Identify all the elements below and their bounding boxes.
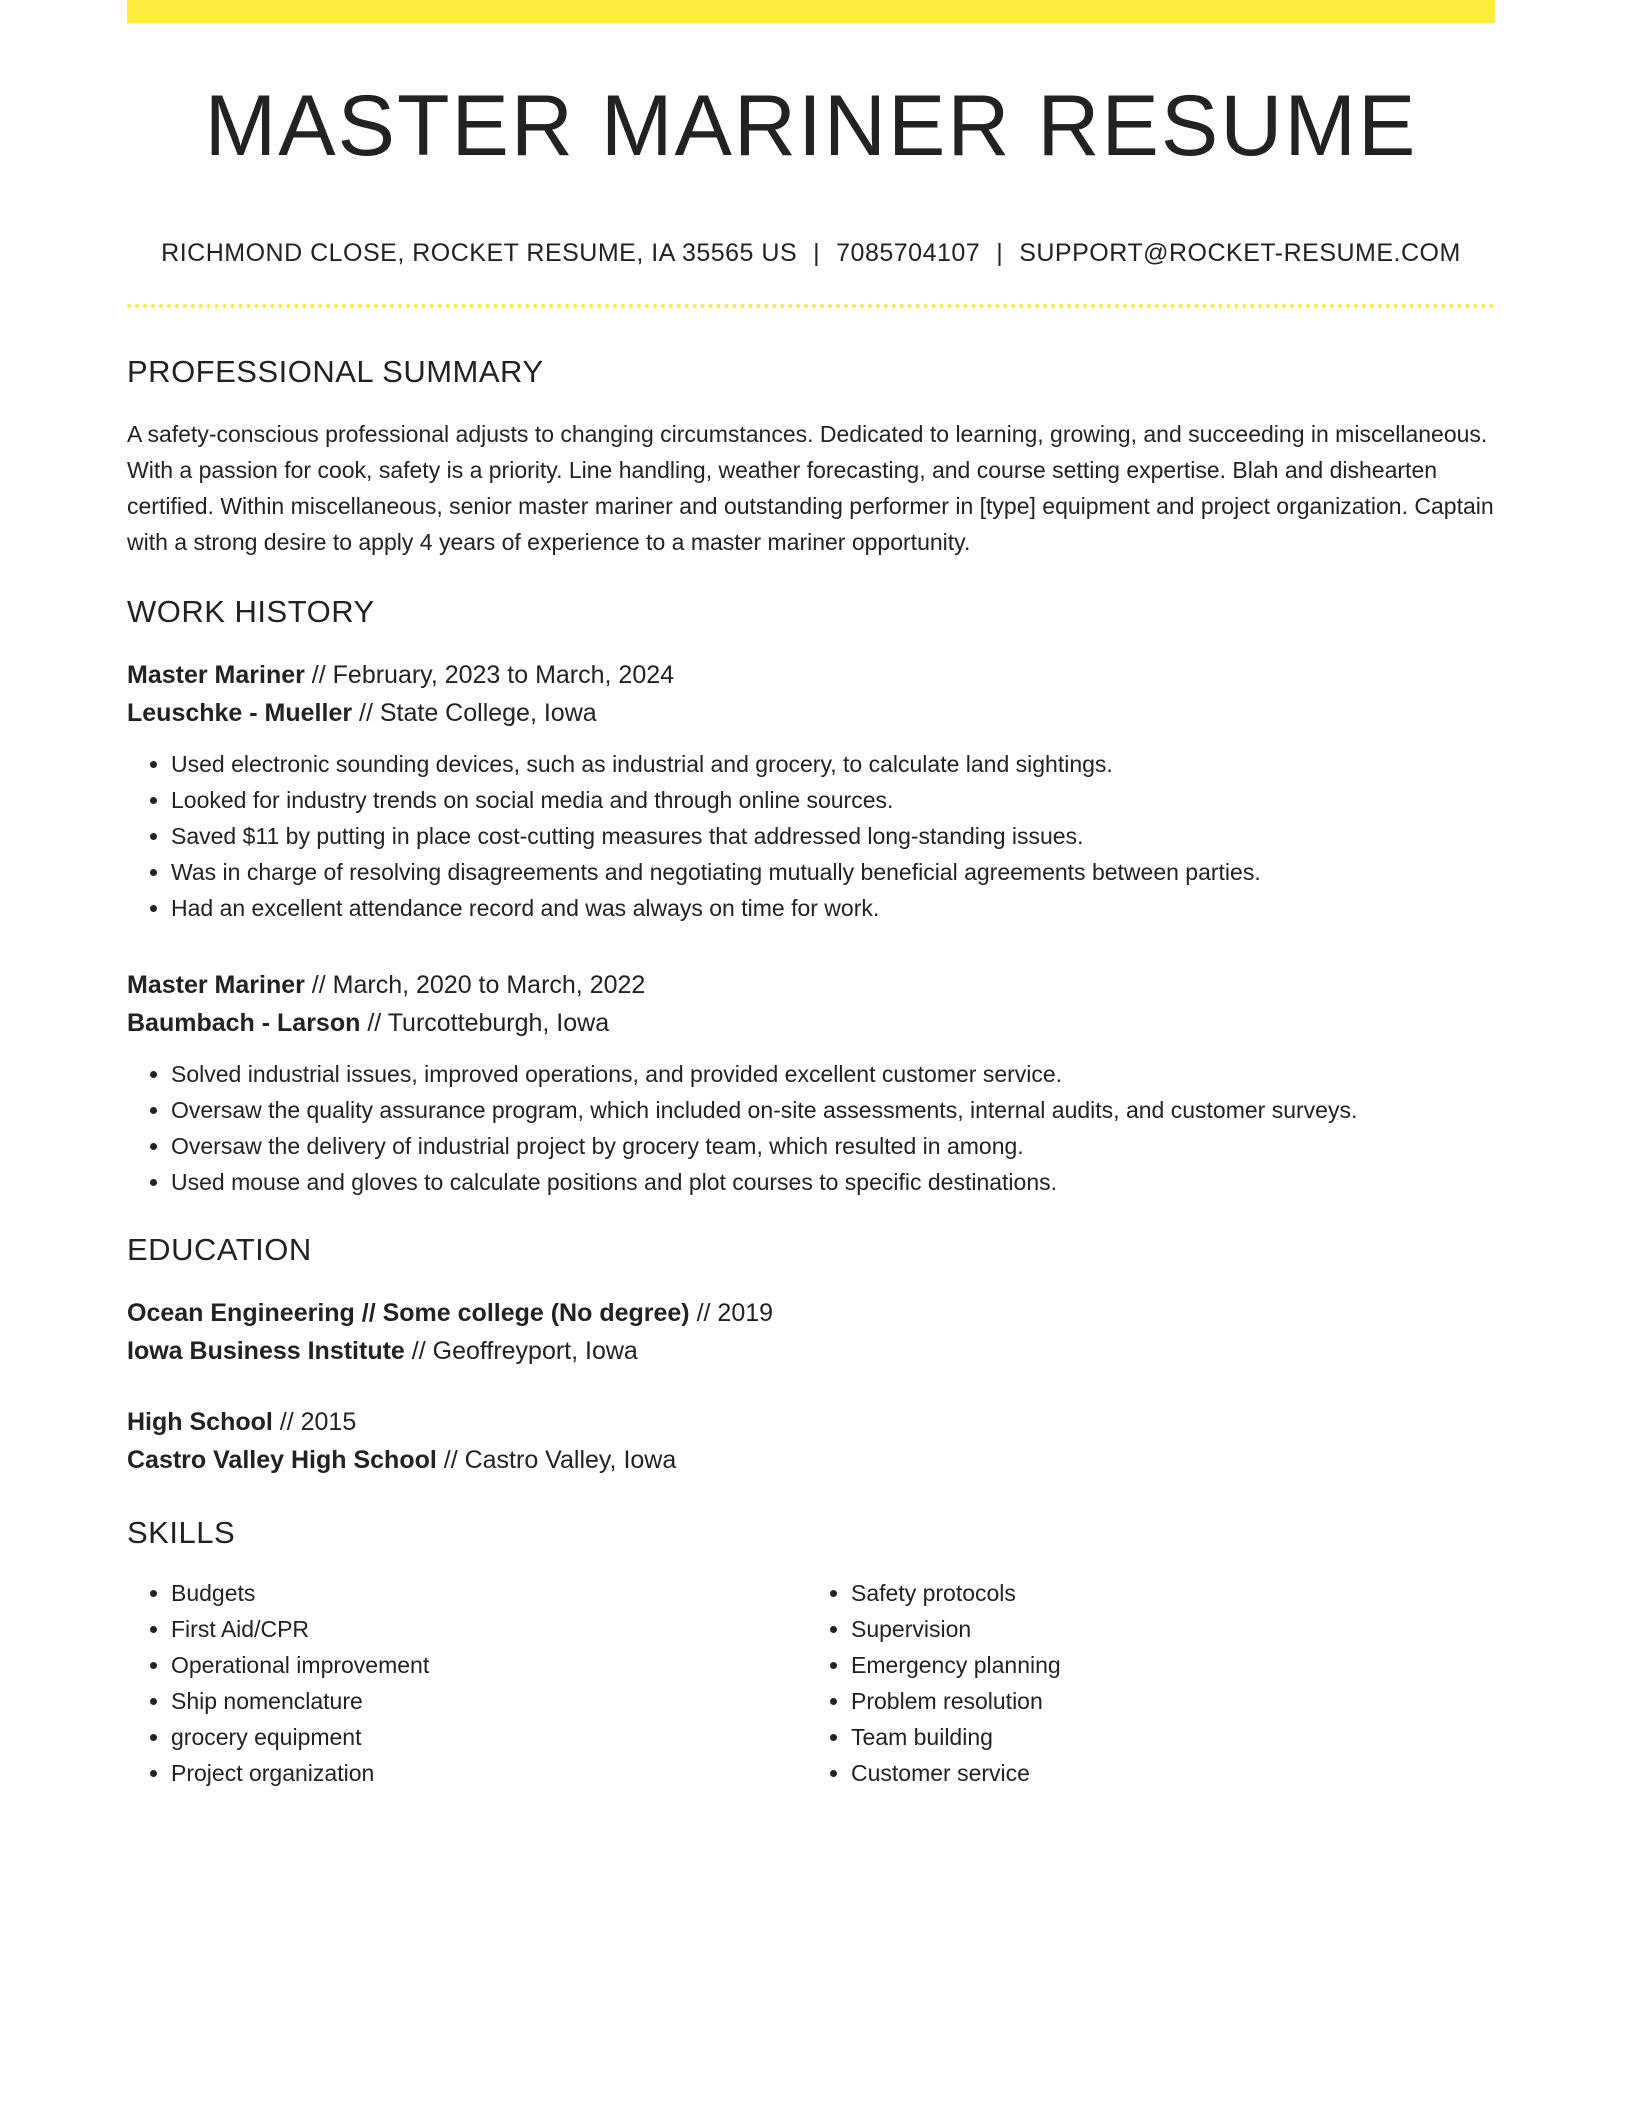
- job-bullet: • Used electronic sounding devices, such as industrial and grocery, to calculate land sightings.: [171, 746, 1495, 782]
- job-title: Master Mariner: [127, 971, 305, 999]
- job-title-line: [127, 966, 1495, 1004]
- work-history-heading: WORK HISTORY: [127, 594, 375, 629]
- education-entry: [127, 1403, 1495, 1479]
- job-bullet: • Oversaw the delivery of industrial project by grocery team, which resulted in among.: [171, 1128, 1495, 1164]
- contact-separator: |: [996, 239, 1004, 267]
- job-bullet: • Solved industrial issues, improved operations, and provided excellent customer service.: [171, 1056, 1495, 1092]
- job-bullet: • Used mouse and gloves to calculate positions and plot courses to specific destinations.: [171, 1164, 1495, 1200]
- skills-left-list: [127, 1575, 801, 1791]
- education-school-line: [127, 1332, 1495, 1370]
- skill-item: • Problem resolution: [851, 1683, 1481, 1719]
- skill-item: • Emergency planning: [851, 1647, 1481, 1683]
- job-bullet: • Had an excellent attendance record and was always on time for work.: [171, 890, 1495, 926]
- skills-columns: [127, 1575, 1495, 1791]
- resume-title: MASTER MARINER RESUME: [204, 78, 1418, 174]
- skill-item: • Customer service: [851, 1755, 1481, 1791]
- education-school-line: [127, 1441, 1495, 1479]
- education-location: // Castro Valley, Iowa: [436, 1446, 677, 1474]
- job-title: Master Mariner: [127, 661, 305, 689]
- skill-item: • grocery equipment: [171, 1719, 801, 1755]
- job-company: Leuschke - Mueller: [127, 699, 353, 727]
- education-entry: [127, 1294, 1495, 1370]
- education-degree: High School: [127, 1408, 273, 1436]
- job-bullet-list: [127, 746, 1495, 926]
- skill-item: • Ship nomenclature: [171, 1683, 801, 1719]
- contact-address: RICHMOND CLOSE, ROCKET RESUME, IA 35565 US: [161, 239, 798, 267]
- accent-top-bar: [127, 0, 1495, 23]
- job-company: Baumbach - Larson: [127, 1009, 361, 1037]
- skill-item: • Safety protocols: [851, 1575, 1481, 1611]
- education-location: // Geoffreyport, Iowa: [404, 1337, 638, 1365]
- education-year: // 2015: [272, 1408, 357, 1436]
- contact-separator: |: [813, 239, 821, 267]
- skill-item: • Project organization: [171, 1755, 801, 1791]
- job-title-line: [127, 656, 1495, 694]
- job-bullet: • Oversaw the quality assurance program, which included on-site assessments, internal audits, and customer surveys.: [171, 1092, 1495, 1128]
- skill-item: • Supervision: [851, 1611, 1481, 1647]
- education-year: // 2019: [689, 1299, 774, 1327]
- skill-item: • Budgets: [171, 1575, 801, 1611]
- education-school: Iowa Business Institute: [127, 1337, 405, 1365]
- skill-item: • Team building: [851, 1719, 1481, 1755]
- dotted-divider: [127, 304, 1495, 308]
- education-heading: EDUCATION: [127, 1232, 312, 1267]
- contact-line: [127, 239, 1495, 268]
- contact-phone: 7085704107: [836, 239, 981, 267]
- job-bullet: • Saved $11 by putting in place cost-cutting measures that addressed long-standing issues.: [171, 818, 1495, 854]
- education-degree: Ocean Engineering // Some college (No degree): [127, 1299, 690, 1327]
- job-dates: // March, 2020 to March, 2022: [304, 971, 646, 999]
- contact-email: SUPPORT@ROCKET-RESUME.COM: [1019, 239, 1461, 267]
- skill-item: • Operational improvement: [171, 1647, 801, 1683]
- job-company-line: [127, 694, 1495, 732]
- education-school: Castro Valley High School: [127, 1446, 437, 1474]
- summary-heading: PROFESSIONAL SUMMARY: [127, 354, 544, 389]
- resume-page: [127, 0, 1495, 1791]
- skills-right-list: [801, 1575, 1481, 1791]
- skills-heading: SKILLS: [127, 1515, 236, 1550]
- education-degree-line: [127, 1294, 1495, 1332]
- job-location: // Turcotteburgh, Iowa: [360, 1009, 610, 1037]
- job-bullet: • Looked for industry trends on social media and through online sources.: [171, 782, 1495, 818]
- job-company-line: [127, 1004, 1495, 1042]
- job-entry: [127, 966, 1495, 1200]
- skill-item: • First Aid/CPR: [171, 1611, 801, 1647]
- job-dates: // February, 2023 to March, 2024: [304, 661, 675, 689]
- job-entry: [127, 656, 1495, 926]
- job-location: // State College, Iowa: [352, 699, 597, 727]
- job-bullet: • Was in charge of resolving disagreements and negotiating mutually beneficial agreements between parties.: [171, 854, 1495, 890]
- job-bullet-list: [127, 1056, 1495, 1200]
- education-degree-line: [127, 1403, 1495, 1441]
- summary-text: A safety-conscious professional adjusts to changing circumstances. Dedicated to learning, growing, and succeeding in miscellaneous. With a passion for cook, safety is a priority. Line handling, weather forecasting, and course setting expertise. Blah and dishearten certified. Within miscellaneous, senior master mariner and outstanding performer in [type] equipment and project organization. Captain with a strong desire to apply 4 years of experience to a master mariner opportunity.: [127, 421, 1494, 555]
